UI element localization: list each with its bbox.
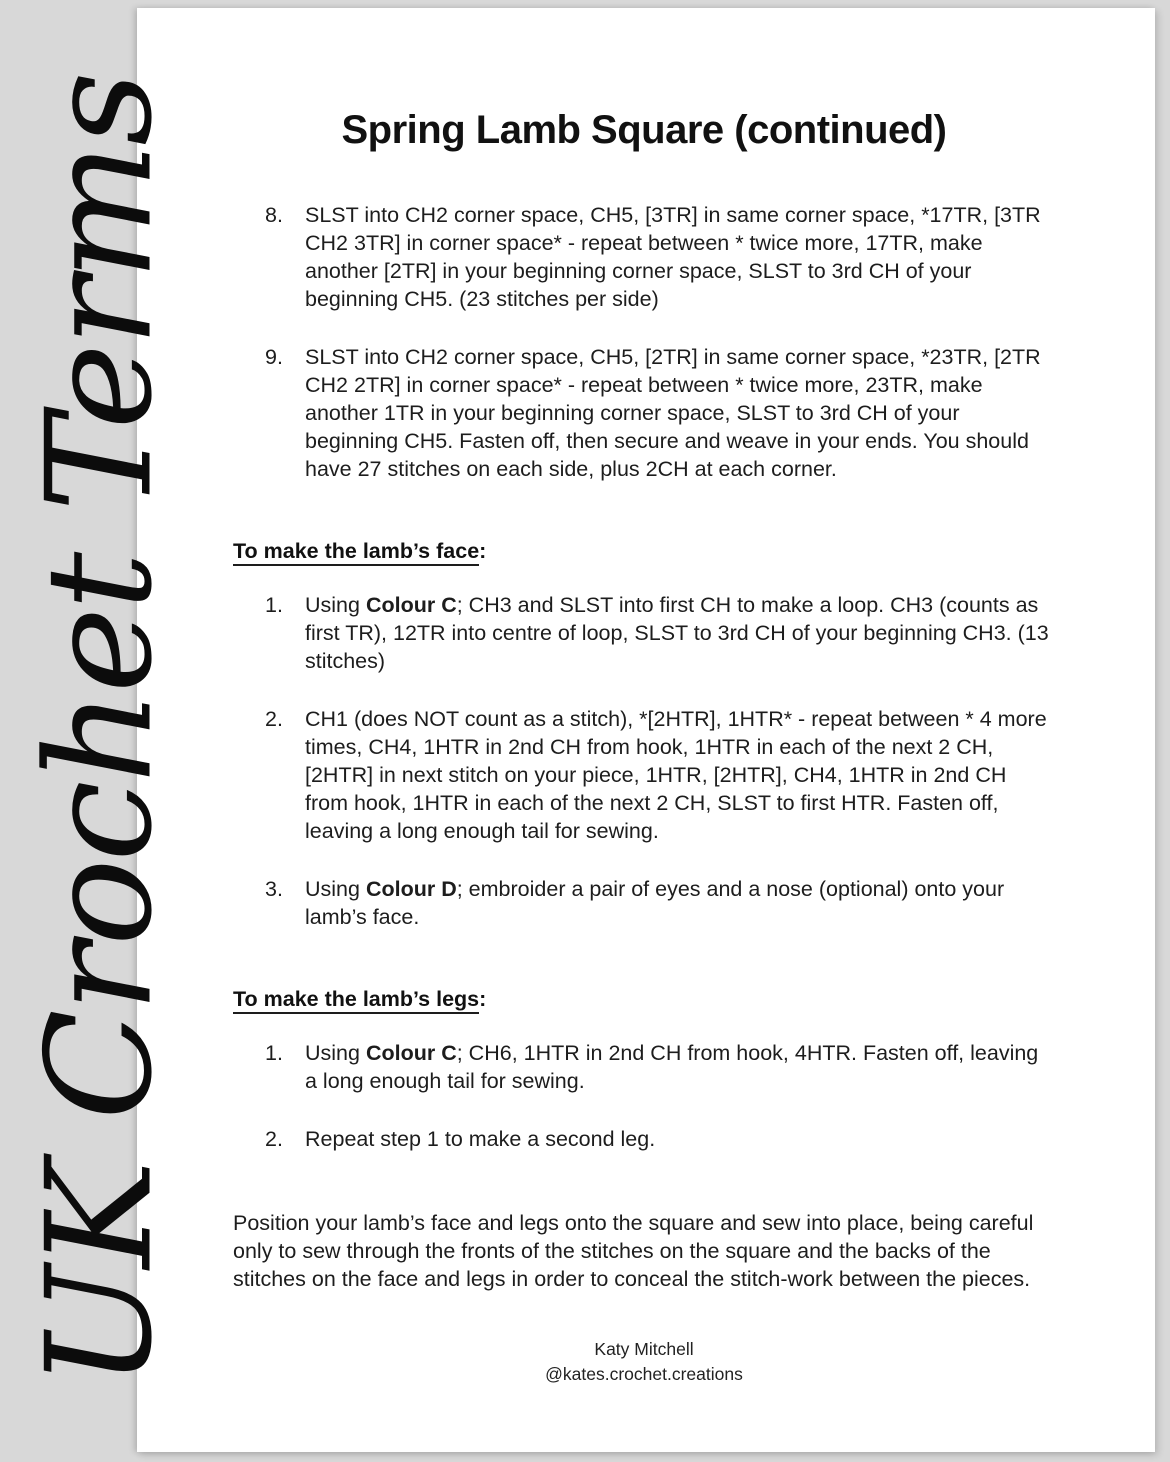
list-item — [233, 201, 1055, 313]
face-section-heading — [233, 537, 1055, 565]
list-item-text: SLST into CH2 corner space, CH5, [3TR] in same corner space, *17TR, [3TR CH2 3TR] in corner space* - repeat between * twice more, 17TR, make another [2TR] in your beginning corner space, SLST to 3rd CH of your beginning CH5. (23 stitches per side) — [305, 203, 1041, 311]
list-item-number: 1. — [265, 1041, 283, 1065]
face-heading-colon: : — [479, 539, 487, 563]
page-title: Spring Lamb Square (continued) — [341, 108, 947, 152]
list-item-text: Using Colour C; CH3 and SLST into first CH to make a loop. CH3 (counts as first TR), 12TR into centre of loop, SLST to 3rd CH of your beginning CH3. (13 stitches) — [305, 593, 1049, 673]
list-item — [233, 591, 1055, 675]
list-item-number: 8. — [265, 203, 283, 227]
list-item-text: Using Colour D; embroider a pair of eyes and a nose (optional) onto your lamb’s face. — [305, 877, 1005, 929]
face-heading-text: To make the lamb’s face — [233, 539, 479, 566]
list-item-number: 2. — [265, 707, 283, 731]
list-item-text: Repeat step 1 to make a second leg. — [305, 1127, 656, 1151]
sidebar-vertical-text: UK Crochet Terms — [15, 74, 185, 1388]
list-item-text: SLST into CH2 corner space, CH5, [2TR] in same corner space, *23TR, [2TR CH2 2TR] in corner space* - repeat between * twice more, 23TR, make another 1TR in your beginning corner space, SLST to 3rd CH of your beginning CH5. Fasten off, then secure and weave in your ends. You should have 27 stitches on each side, plus 2CH at each corner. — [305, 345, 1041, 481]
list-item — [233, 875, 1055, 931]
legs-steps-list — [233, 1039, 1055, 1153]
document-content — [233, 8, 1055, 1387]
list-item — [233, 1039, 1055, 1095]
legs-section-heading — [233, 985, 1055, 1013]
document-page — [137, 8, 1155, 1452]
legs-heading-text: To make the lamb’s legs — [233, 987, 479, 1014]
footer-handle: @kates.crochet.creations — [545, 1364, 743, 1384]
list-item-number: 9. — [265, 345, 283, 369]
list-item — [233, 1125, 1055, 1153]
instructions-list-rounds — [233, 201, 1055, 483]
legs-heading-colon: : — [479, 987, 487, 1011]
face-steps-list — [233, 591, 1055, 931]
closing-paragraph: Position your lamb’s face and legs onto the square and sew into place, being careful only to sew through the fronts of the stitches on the square and the backs of the stitches on the face and legs in order to conceal the stitch-work between the pieces. — [233, 1211, 1034, 1291]
list-item — [233, 343, 1055, 483]
list-item-text: CH1 (does NOT count as a stitch), *[2HTR], 1HTR* - repeat between * 4 more times, CH4, 1HTR in 2nd CH from hook, 1HTR in each of the next 2 CH, [2HTR] in next stitch on your piece, 1HTR, [2HTR], CH4, 1HTR in 2nd CH from hook, 1HTR in each of the next 2 CH, SLST to first HTR. Fasten off, leaving a long enough tail for sewing. — [305, 707, 1047, 843]
list-item-number: 2. — [265, 1127, 283, 1151]
list-item-text: Using Colour C; CH6, 1HTR in 2nd CH from hook, 4HTR. Fasten off, leaving a long enough tail for sewing. — [305, 1041, 1039, 1093]
footer-author: Katy Mitchell — [594, 1339, 694, 1359]
footer — [233, 1337, 1055, 1387]
list-item-number: 3. — [265, 877, 283, 901]
list-item-number: 1. — [265, 593, 283, 617]
list-item — [233, 705, 1055, 845]
